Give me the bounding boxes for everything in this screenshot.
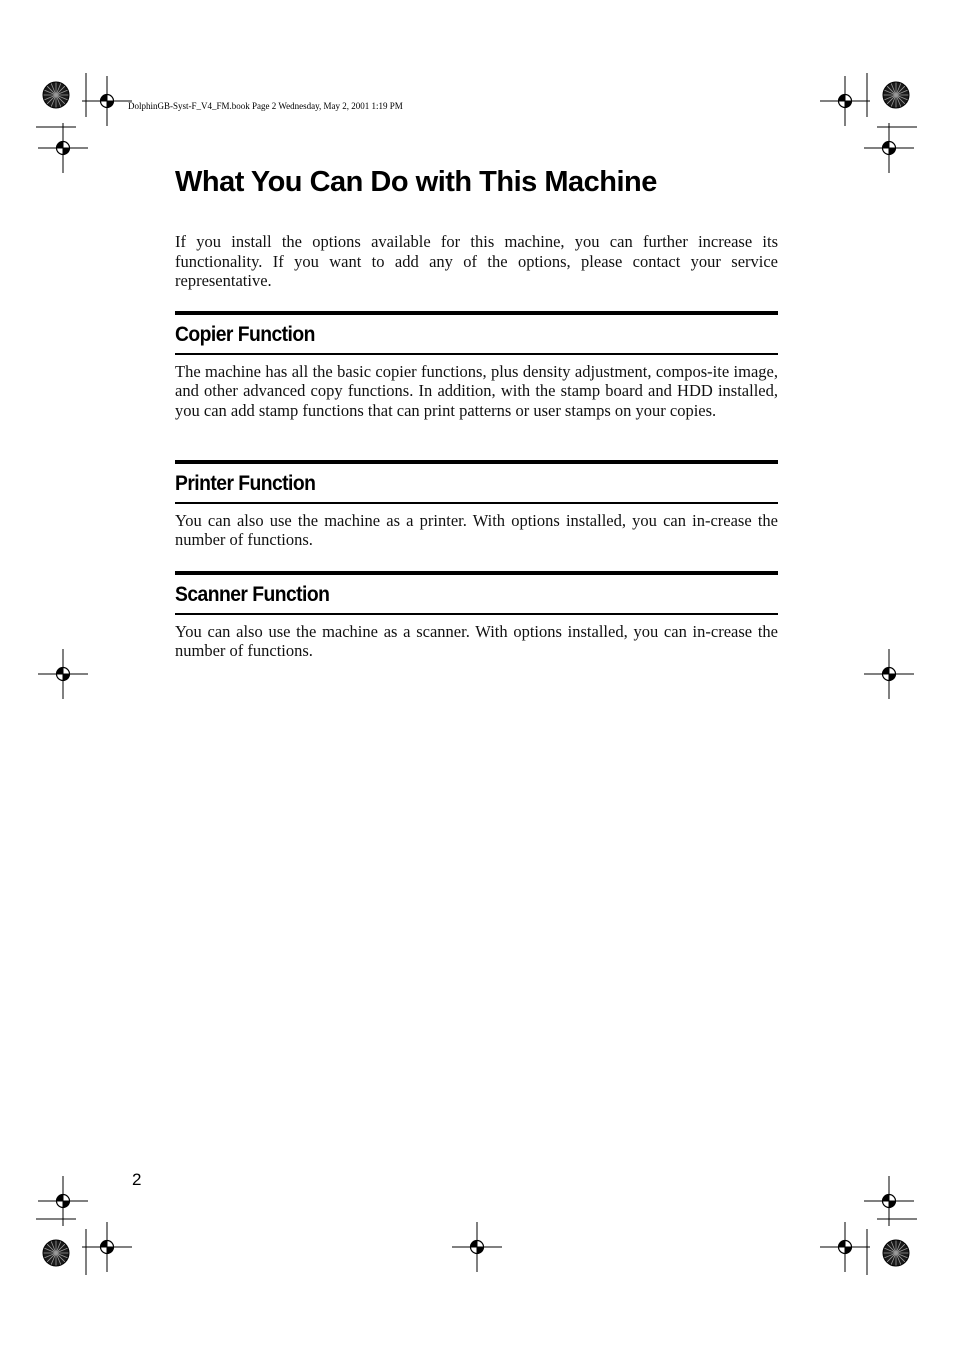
registration-mark-icon: [82, 76, 132, 126]
section-body: You can also use the machine as a scanner. With options installed, you can in-crease the number of functions.: [175, 621, 778, 660]
starburst-target-icon: [883, 82, 909, 108]
section-body: You can also use the machine as a printer. With options installed, you can in-crease the number of functions.: [175, 510, 778, 549]
section-heading: Printer Function: [175, 472, 316, 495]
intro-paragraph: If you install the options available for this machine, you can further increase its functionality. If you want to add any of the options, please contact your service representative.: [175, 232, 778, 290]
print-slug-line: DolphinGB-Syst-F_V4_FM.book Page 2 Wednesday, May 2, 2001 1:19 PM: [128, 101, 403, 111]
section-heading: Scanner Function: [175, 583, 330, 606]
registration-mark-icon: [820, 1222, 870, 1272]
starburst-target-icon: [883, 1240, 909, 1266]
crop-lines: [36, 73, 917, 1275]
registration-mark-icon: [38, 649, 88, 699]
registration-mark-icon: [820, 76, 870, 126]
section-body: The machine has all the basic copier functions, plus density adjustment, compos-ite image, and other advanced copy functions. In addition, with the stamp board and HDD installed, you can add stamp functions that can print patterns or user stamps on your copies.: [175, 361, 778, 420]
registration-mark-icon: [864, 123, 914, 173]
registration-mark-icon: [38, 123, 88, 173]
starburst-target-icon: [43, 82, 69, 108]
starburst-target-icon: [43, 1240, 69, 1266]
section-heading: Copier Function: [175, 323, 315, 346]
registration-mark-icon: [82, 1222, 132, 1272]
page-title: What You Can Do with This Machine: [175, 166, 657, 198]
page-number: 2: [132, 1170, 142, 1189]
registration-mark-icon: [452, 1222, 502, 1272]
registration-mark-icon: [864, 649, 914, 699]
